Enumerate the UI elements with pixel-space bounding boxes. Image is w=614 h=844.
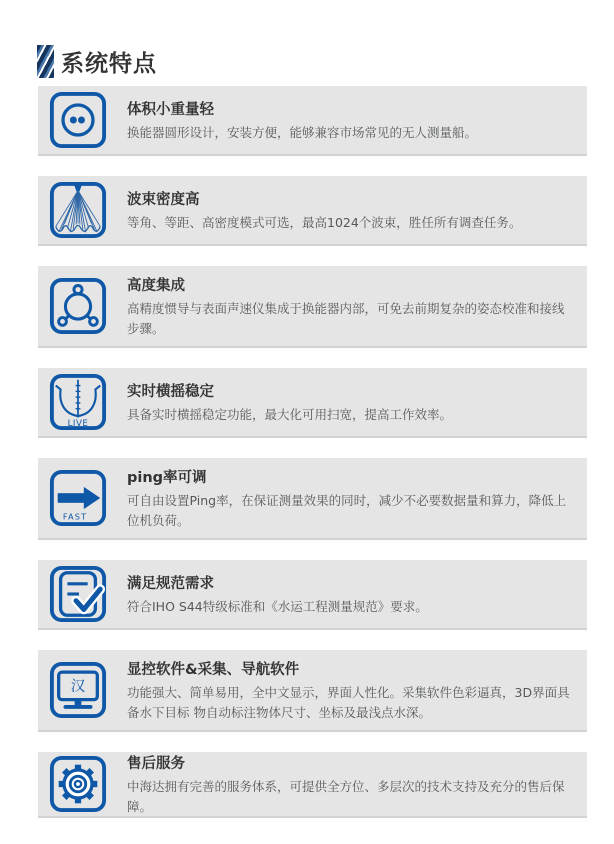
feature-card-compact-size — [38, 86, 587, 156]
section-header — [37, 45, 157, 78]
card-description: 可自由设置Ping率，在保证测量效果的同时，减少不必要数据量和算力，降低上位机负荷。 — [127, 493, 567, 528]
card-title: 高度集成 — [127, 278, 185, 295]
transducer-icon — [49, 91, 107, 149]
feature-card-spec-compliance — [38, 560, 587, 630]
card-text — [127, 188, 521, 232]
card-description: 功能强大、简单易用，全中文显示，界面人性化。采集软件色彩逼真，3D界面具备水下目标 物自动标注物体尺寸、坐标及最浅点水深。 — [127, 685, 570, 720]
feature-card-ping-rate — [38, 458, 587, 540]
icon-label: FAST — [62, 511, 88, 522]
feature-card-after-sales — [38, 752, 587, 818]
feature-card-beam-density — [38, 176, 587, 246]
feature-card-integration — [38, 266, 587, 348]
striped-flag-logo-icon — [37, 45, 54, 78]
card-text — [127, 98, 477, 142]
roll-stabilization-icon — [49, 373, 107, 431]
service-gear-icon — [49, 755, 107, 813]
card-title: ping率可调 — [127, 470, 207, 487]
card-text — [127, 572, 428, 616]
feature-card-software — [38, 650, 587, 732]
card-text — [127, 274, 571, 338]
ping-rate-icon — [49, 469, 107, 527]
feature-card-list — [38, 86, 587, 838]
multibeam-fan-icon — [49, 181, 107, 239]
card-text — [127, 380, 452, 424]
icon-label: 汉 — [70, 678, 86, 695]
card-description: 换能器圆形设计，安装方便，能够兼容市场常见的无人测量船。 — [127, 124, 478, 140]
integration-icon — [49, 277, 107, 335]
icon-label: LIVE — [67, 419, 89, 430]
feature-card-roll-stabilization — [38, 368, 587, 438]
section-title: 系统特点 — [61, 51, 157, 77]
card-title: 显控软件&采集、导航软件 — [127, 662, 300, 679]
spec-checklist-icon — [49, 565, 107, 623]
card-description: 中海达拥有完善的服务体系，可提供全方位、多层次的技术支持及充分的售后保障。 — [127, 779, 565, 814]
card-description: 高精度惯导与表面声速仪集成于换能器内部，可免去前期复杂的姿态校准和接线步骤。 — [127, 301, 565, 336]
card-description: 符合IHO S44特级标准和《水运工程测量规范》要求。 — [127, 598, 428, 614]
card-description: 等角、等距、高密度模式可选，最高1024个波束，胜任所有调查任务。 — [127, 214, 522, 230]
card-title: 实时横摇稳定 — [127, 383, 214, 400]
card-title: 售后服务 — [127, 756, 185, 773]
card-title: 体积小重量轻 — [127, 101, 214, 118]
software-monitor-icon — [49, 661, 107, 719]
card-text — [127, 752, 571, 816]
card-text — [127, 658, 571, 722]
card-title: 满足规范需求 — [127, 575, 214, 592]
card-title: 波束密度高 — [127, 191, 200, 208]
card-text — [127, 466, 571, 530]
card-description: 具备实时横摇稳定功能，最大化可用扫宽，提高工作效率。 — [127, 406, 453, 422]
